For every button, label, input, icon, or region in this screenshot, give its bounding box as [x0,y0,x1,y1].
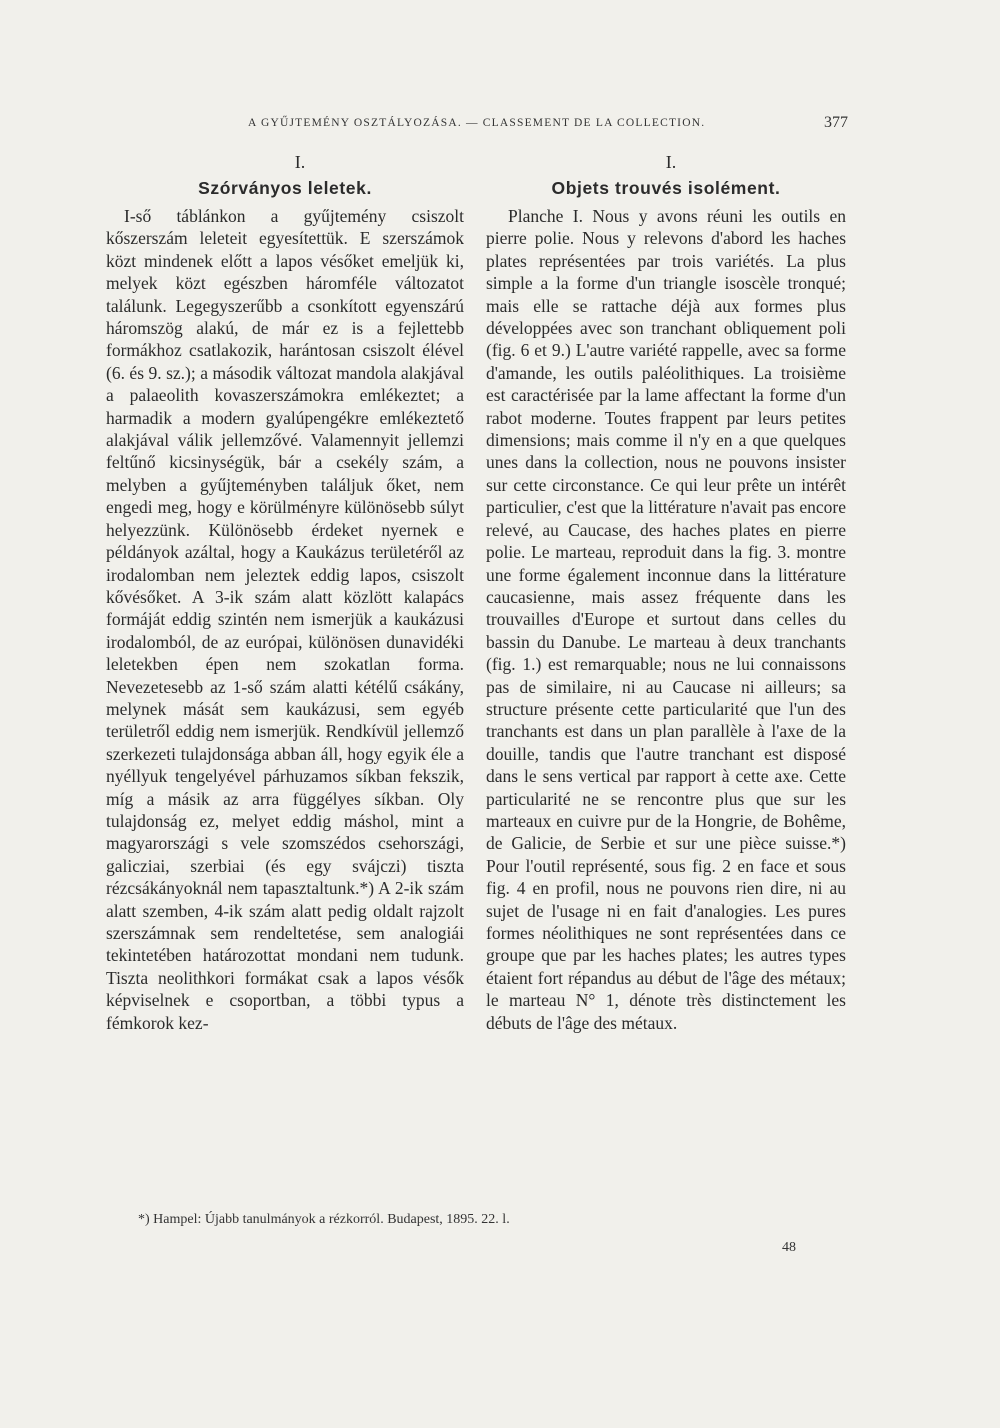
body-paragraph: I-ső táblánkon a gyűjtemény csiszolt kőszerszám leleteit egyesítettük. E szerszámok közt mindenek előtt a lapos vésőket emeljük ki, melyek közt egészben háromféle változatot találunk. Legegyszerűbb a csonkított egyenszárú háromszög alakú, de már ez is a fejlettebb formákhoz csatlakozik, harántosan csiszolt élével (6. és 9. sz.); a második változat mandola alakjával a palaeolith kovaszerszámokra emlékeztet; a harmadik a modern gyalúpengékre emlékeztető alakjával válik jellemzővé. Valamennyit jellemzi feltűnő kicsinységük, bár a csekély szám, a melyben a gyűjteményben találjuk őket, nem engedi meg, hogy e körülményre különösebb súlyt helyezzünk. Különösebb érdeket nyernek e példányok azáltal, hogy a Kaukázus területéről az irodalomban nem jeleztek eddig lapos, csiszolt kővésőket. A 3-ik szám alatt közlött kalapács formáját eddig szintén nem ismerjük a kaukázusi irodalomból, de az európai, különösen dunavidéki leletekben épen nem szokatlan forma. Nevezetesebb az 1-ső szám alatti kétélű csákány, melynek mását sem kaukázusi, sem egyéb területről eddig nem ismerjük. Rendkívül jellemző szerkezeti tulajdonsága abban áll, hogy egyik éle a nyéllyuk tengelyével párhuzamos síkban fekszik, míg a másik az arra függélyes síkban. Oly tulajdonság ez, melyet eddig máshol, mint a magyarországi s vele szomszédos csehországi, galicziai, szerbiai (és egy svájczi) tiszta rézcsákányoknál nem tapasztaltunk.*) A 2-ik szám alatt szemben, 4-ik szám alatt pedig oldalt rajzolt szerszámnak sem rendeltetése, sem analogiái tekintetében határozottat mondani nem tudunk. Tiszta neolithkori formákat csak a lapos vésők képviselnek e csoportban, a többi typus a fémkorok kez- [106,206,464,1033]
right-column [486,150,846,1034]
section-title: Szórványos leletek. [198,178,372,198]
left-column [106,150,464,1034]
body-paragraph: Planche I. Nous y avons réuni les outils en pierre polie. Nous y relevons d'abord les haches plates représentées par trois variétés. La plus simple a la forme d'un triangle isoscèle tronqué; mais elle se rattache déjà aux formes plus développées avec son tranchant obliquement poli (fig. 6 et 9.) L'autre variété rappelle, avec sa forme d'amande, les outils paléolithiques. La troisième est caractérisée par la lame affectant la forme d'un rabot moderne. Toutes frappent par leurs petites dimensions; mais comme il n'y en a que quelques unes dans la collection, nous ne pouvons insister sur cette circonstance. Ce qui leur prête un intérêt particulier, c'est que la littérature n'avait pas encore relevé, au Caucase, des haches plates en pierre polie. Le marteau, reproduit dans la fig. 3. montre une forme également inconnue dans la littérature caucasienne, mais assez fréquente dans les trouvailles d'Europe et surtout dans celles du bassin du Danube. Le marteau à deux tranchants (fig. 1.) est remarquable; nous ne lui connaissons pas de similaire, ni au Caucase ni ailleurs; sa structure présente cette particularité que l'un des tranchants est dans un plan parallèle à l'axe de la douille, tandis que l'autre tranchant est disposé dans le sens vertical par rapport à cette axe. Cette particularité ne se rencontre plus que sur les marteaux en cuivre pur de la Hongrie, de Bohême, de Galicie, de Serbie et sur une pièce suisse.*) Pour l'outil représenté, sous fig. 2 en face et sous fig. 4 en profil, nous ne pouvons rien dire, ni au sujet de l'usage ni en fait d'analogies. Les pures formes néolithiques ne sont représentées dans ce groupe que par les haches plates; les autres types étaient fort répandus au début de l'âge des métaux; le marteau N° 1, dénote très distinctement les débuts de l'âge des métaux. [486,206,846,1033]
running-head: A GYŰJTEMÉNY OSZTÁLYOZÁSA. — CLASSEMENT DE LA COLLECTION. [248,117,706,129]
section-number: I. [294,152,306,172]
section-number: I. [665,152,677,172]
section-title: Objets trouvés isolément. [551,178,781,198]
signature-mark: 48 [782,1240,796,1255]
footnote: *) Hampel: Újabb tanulmányok a rézkorról. Budapest, 1895. 22. l. [138,1212,510,1227]
page-number: 377 [824,114,848,131]
